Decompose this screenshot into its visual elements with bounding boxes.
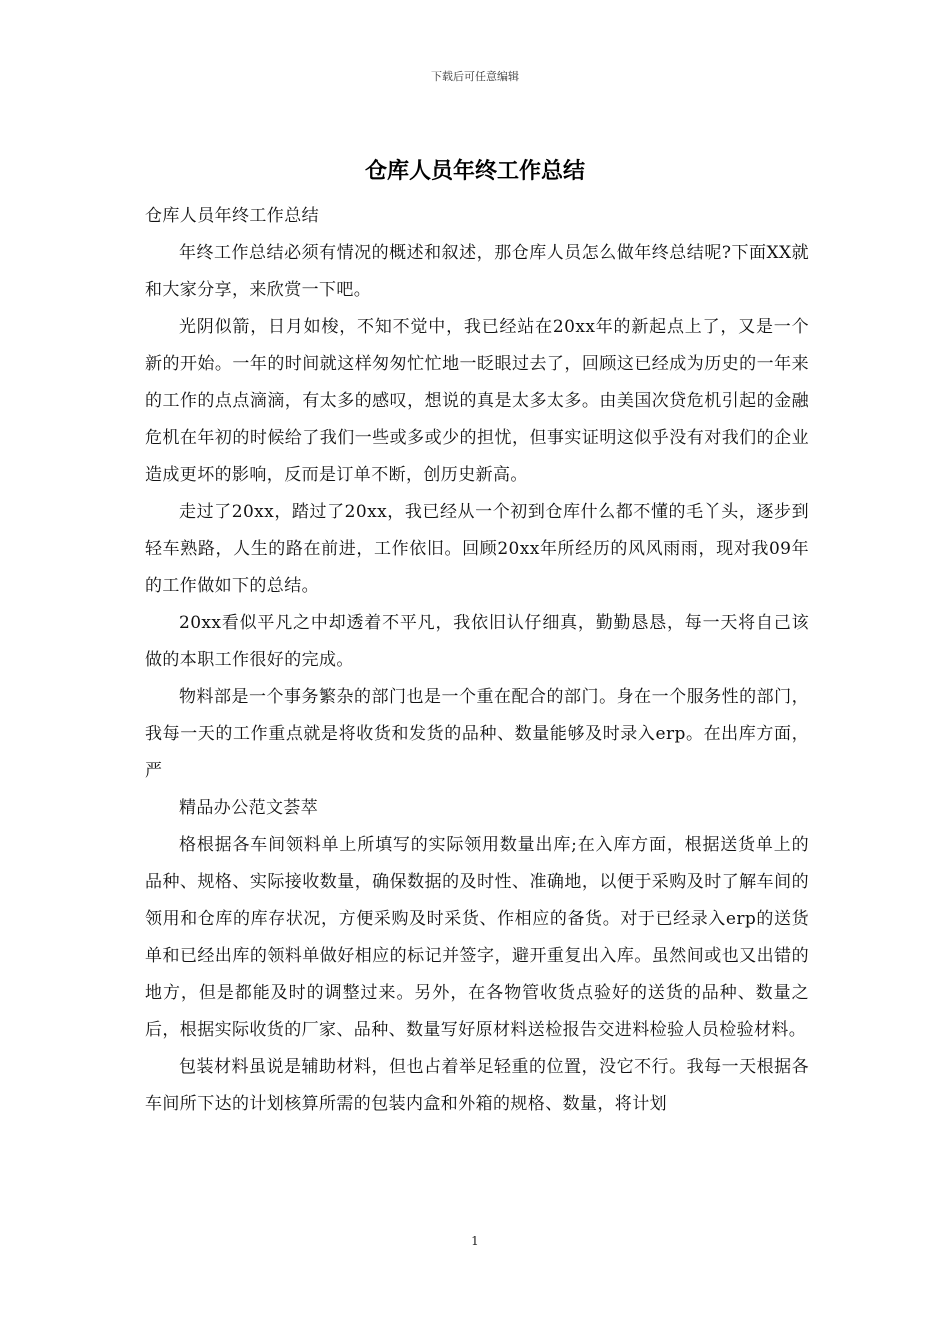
paragraph: 格根据各车间领料单上所填写的实际领用数量出库;在入库方面，根据送货单上的品种、规格、实际接收数量，确保数据的及时性、准确地，以便于采购及时了解车间的领用和仓库的库存状况，方便采购及时采货、作相应的备货。对于已经录入erp的送货单和已经出库的领料单做好相应的标记并签字，避开重复出入库。虽然间或也又出错的地方，但是都能及时的调整过来。另外，在各物管收货点验好的送货的品种、数量之后，根据实际收货的厂家、品种、数量写好原材料送检报告交进料检验人员检验材料。 bbox=[145, 835, 809, 1040]
paragraph: 包装材料虽说是辅助材料，但也占着举足轻重的位置，没它不行。我每一天根据各车间所下达的计划核算所需的包装内盒和外箱的规格、数量，将计划 bbox=[145, 1057, 809, 1114]
paragraph: 20xx看似平凡之中却透着不平凡，我依旧认仔细真，勤勤恳恳，每一天将自己该做的本职工作很好的完成。 bbox=[145, 613, 809, 670]
paragraph: 物料部是一个事务繁杂的部门也是一个重在配合的部门。身在一个服务性的部门，我每一天的工作重点就是将收货和发货的品种、数量能够及时录入erp。在出库方面，严 bbox=[145, 687, 809, 781]
paragraph: 光阴似箭，日月如梭，不知不觉中，我已经站在20xx年的新起点上了，又是一个新的开始。一年的时间就这样匆匆忙忙地一眨眼过去了，回顾这已经成为历史的一年来的工作的点点滴滴，有太多的感叹，想说的真是太多太多。由美国次贷危机引起的金融危机在年初的时候给了我们一些或多或少的担忧，但事实证明这似乎没有对我们的企业造成更坏的影响，反而是订单不断，创历史新高。 bbox=[145, 317, 809, 485]
document-title: 仓库人员年终工作总结 bbox=[364, 159, 585, 184]
paragraph-subtitle: 仓库人员年终工作总结 bbox=[145, 206, 319, 226]
document-body bbox=[145, 198, 809, 1123]
page-number: 1 bbox=[471, 1234, 479, 1248]
paragraph: 年终工作总结必须有情况的概述和叙述，那仓库人员怎么做年终总结呢?下面XX就和大家分享，来欣赏一下吧。 bbox=[145, 243, 809, 300]
paragraph: 走过了20xx，踏过了20xx，我已经从一个初到仓库什么都不懂的毛丫头，逐步到轻车熟路，人生的路在前进，工作依旧。回顾20xx年所经历的风风雨雨，现对我09年的工作做如下的总结。 bbox=[145, 502, 809, 596]
header-note: 下载后可任意编辑 bbox=[431, 70, 519, 83]
paragraph-watermark-line: 精品办公范文荟萃 bbox=[179, 798, 319, 818]
